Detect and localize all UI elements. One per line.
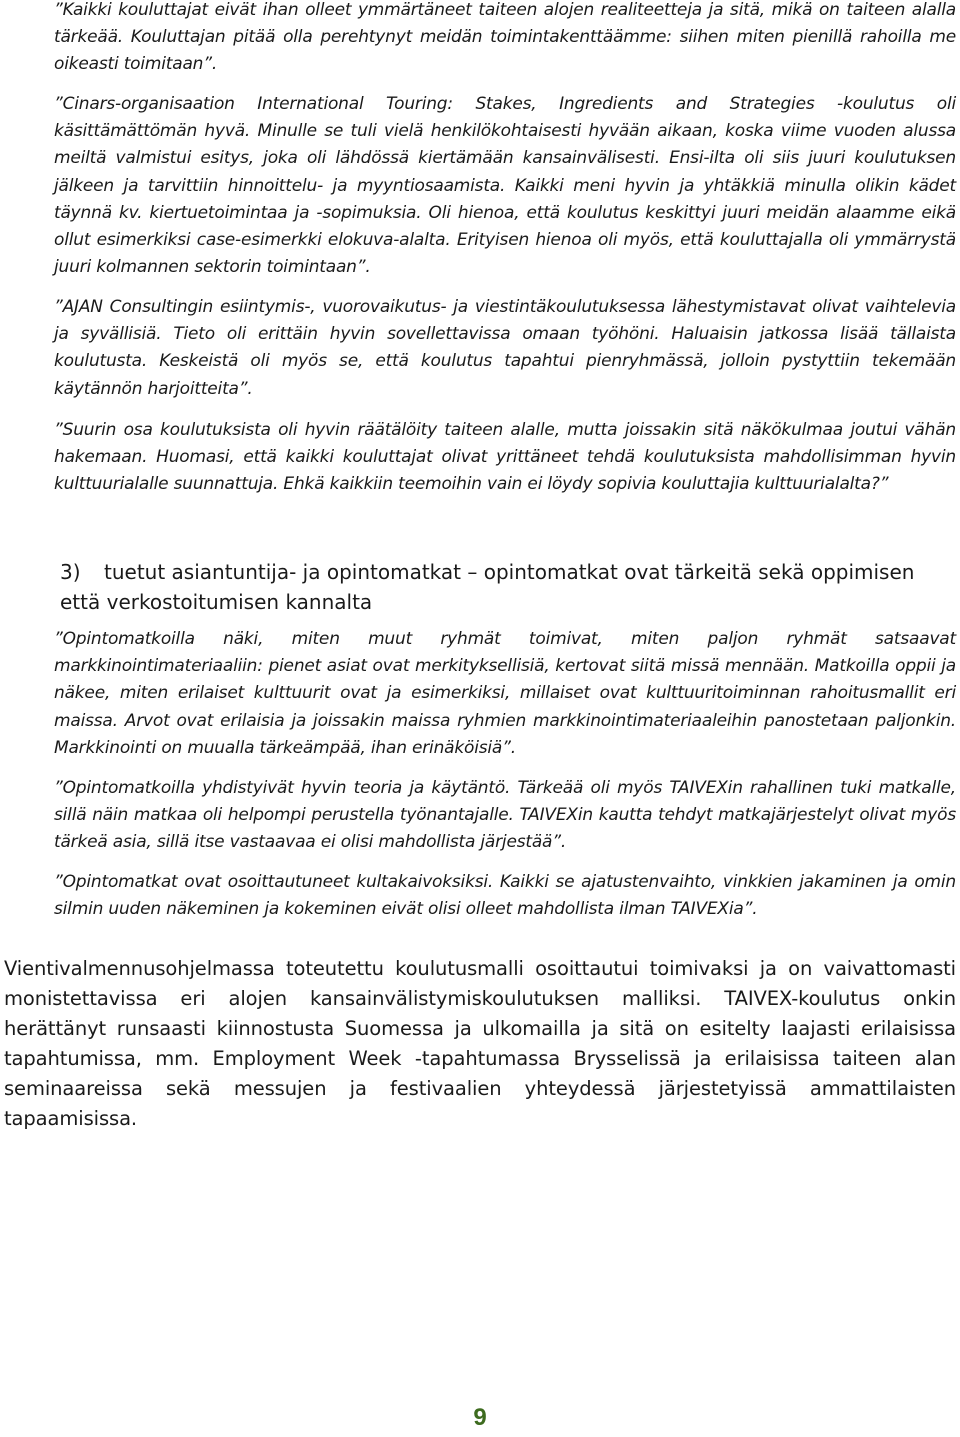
body-paragraph: Vientivalmennusohjelmassa toteutettu koulutusmalli osoittautui toimivaksi ja on vaivattomasti monistettavissa eri alojen kansainvälistymiskoulutuksen malliksi. TAIVEX-koulutus onkin herättänyt runsaasti kiinnostusta Suomessa ja ulkomailla ja sitä on esitelty laajasti erilaisissa tapahtumissa, mm. Employment Week -tapahtumassa Brysselissä ja erilaisissa taiteen alan seminaareissa sekä messujen ja festivaalien yhteydessä järjestetyissä ammattilaisten tapaamisissa. — [4, 957, 956, 1130]
quote-study-trips-goldmine: ”Opintomatkat ovat osoittautuneet kultakaivoksiksi. Kaikki se ajatustenvaihto, vinkkien jakaminen ja omin silmin uuden näkeminen ja kokeminen eivät olisi olleet mahdollista ilman TAIVEXia”. — [54, 872, 956, 920]
quote-tailored-trainings: ”Suurin osa koulutuksista oli hyvin räätälöity taiteen alalle, mutta joissakin sitä näkökulmaa joutui vähän hakemaan. Huomasi, että kaikki kouluttajat olivat yrittäneet tehdä koulutuksista mahdollisimman hyvin kulttuurialalle suunnattuja. Ehkä kaikkiin teemoihin vain ei löydy sopivia kouluttajia kulttuurialalta?” — [54, 420, 956, 495]
quote-study-trips-marketing: ”Opintomatkoilla näki, miten muut ryhmät toimivat, miten paljon ryhmät satsaavat markkinointimateriaaliin: pienet asiat ovat merkityksellisiä, kertovat siitä missä mennään. Matkoilla oppii ja näkee, miten erilaiset kulttuurit ovat ja esimerkiksi, millaiset ovat kulttuuritoiminnan rahoitusmallit eri maissa. Arvot ovat erilaisia ja joissakin maissa ryhmien markkinointimateriaaleihin panostetaan paljonkin. Markkinointi on muualla tärkeämpää, ihan erinäköisiä”. — [54, 629, 956, 758]
quote-trainers-realities: ”Kaikki kouluttajat eivät ihan olleet ymmärtäneet taiteen alojen realiteetteja ja sitä, mikä on taiteen alalla tärkeää. Kouluttajan pitää olla perehtynyt meidän toimintakenttäämme: siihen miten pienillä rahoilla me oikeasti toimitaan”. — [54, 0, 956, 75]
page-number: 9 — [473, 1404, 487, 1431]
section-heading-text: tuetut asiantuntija- ja opintomatkat – opintomatkat ovat tärkeitä sekä oppimisen että verkostoitumisen kannalta — [60, 560, 915, 614]
section-number: 3) — [60, 560, 81, 584]
quote-ajan-consulting: ”AJAN Consultingin esiintymis-, vuorovaikutus- ja viestintäkoulutuksessa lähestymistavat olivat vaihtelevia ja syvällisiä. Tieto oli erittäin hyvin sovellettavissa omaan työhöni. Haluaisin jatkossa lisää tällaista koulutusta. Keskeistä oli myös se, että koulutus tapahtui pienryhmässä, jolloin pystyttiin tekemään käytännön harjoitteita”. — [54, 297, 956, 399]
quote-cinars-training: ”Cinars-organisaation International Touring: Stakes, Ingredients and Strategies -koulutus oli käsittämättömän hyvä. Minulle se tuli vielä henkilökohtaisesti hyvään aikaan, koska viime vuoden alussa meiltä valmistui esitys, joka oli lähdössä kiertämään kansainvälisesti. Ensi-ilta oli siis juuri koulutuksen jälkeen ja tarvittiin hinnoittelu- ja myyntiosaamista. Kaikki meni hyvin ja yhtäkkiä minulla olikin kädet täynnä kv. kiertuetoimintaa ja -sopimuksia. Oli hienoa, että koulutus keskittyi juuri meidän alaamme eikä ollut esimerkiksi case-esimerkki elokuva-alalta. Erityisen hienoa oli myös, että kouluttajalla oli ymmärrystä juuri kolmannen sektorin toimintaan”. — [54, 94, 956, 278]
quote-study-trips-theory-practice: ”Opintomatkoilla yhdistyivät hyvin teoria ja käytäntö. Tärkeää oli myös TAIVEXin rahallinen tuki matkalle, sillä näin matkaa oli helpompi perustella työnantajalle. TAIVEXin kautta tehdyt matkajärjestelyt olivat myös tärkeä asia, sillä itse vastaavaa ei olisi mahdollista järjestää”. — [54, 778, 956, 853]
section-heading-study-trips — [60, 557, 956, 617]
